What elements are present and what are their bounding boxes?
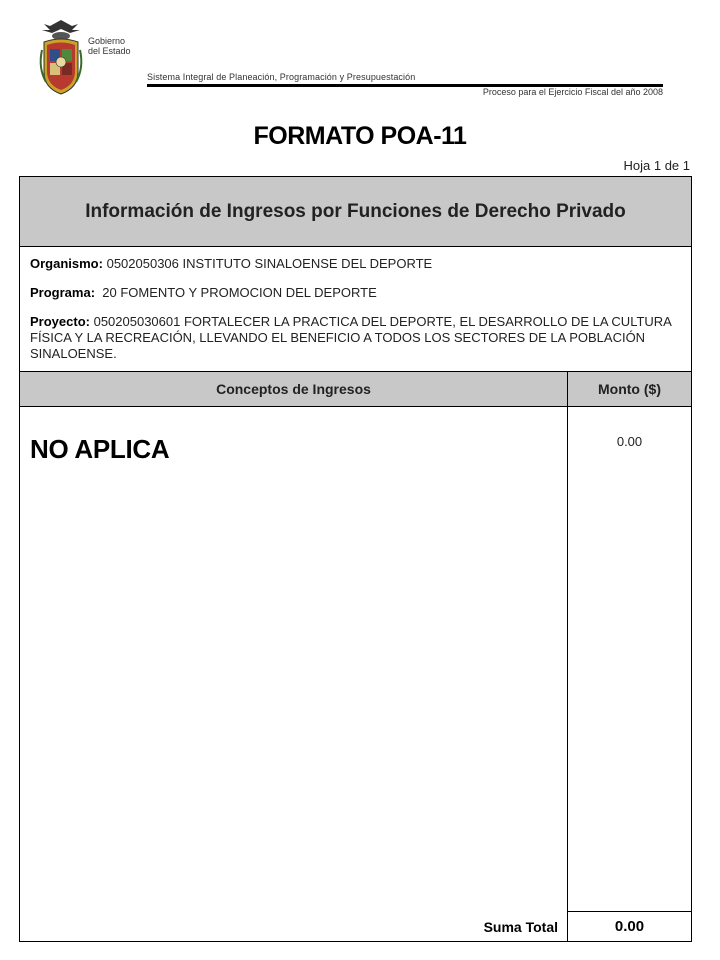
programa-line [30, 285, 685, 301]
table-row-concept: NO APLICA [30, 434, 170, 464]
sheet-number: Hoja 1 de 1 [623, 158, 690, 173]
programa-label: Programa: [30, 285, 96, 300]
system-name: Sistema Integral de Planeación, Programación y Presupuestación [147, 72, 416, 82]
total-label: Suma Total [483, 919, 558, 935]
document-title: FORMATO POA-11 [253, 122, 467, 150]
government-label [88, 36, 131, 56]
organismo-value: 0502050306 INSTITUTO SINALOENSE DEL DEPORTE [106, 256, 433, 271]
state-emblem-icon [36, 16, 86, 98]
organismo-line [30, 256, 685, 272]
proyecto-line [30, 314, 685, 362]
total-value: 0.00 [614, 918, 645, 935]
government-line-2: del Estado [88, 46, 131, 56]
fiscal-process: Proceso para el Ejercicio Fiscal del año 2008 [482, 87, 663, 97]
column-header-concept: Conceptos de Ingresos [216, 381, 371, 397]
proyecto-label: Proyecto: [30, 314, 90, 329]
section-title: Información de Ingresos por Funciones de Derecho Privado [20, 177, 691, 247]
column-divider [567, 371, 568, 941]
government-line-1: Gobierno [88, 36, 126, 46]
programa-value: 20 FOMENTO Y PROMOCION DEL DEPORTE [102, 285, 377, 300]
column-header-amount: Monto ($) [598, 381, 661, 397]
table-row-amount: 0.00 [616, 434, 643, 449]
proyecto-value: 050205030601 FORTALECER LA PRACTICA DEL DEPORTE, EL DESARROLLO DE LA CULTURA FÍSICA Y LA RECREACIÓN, LLEVANDO EL BENEFICIO A TODOS LOS SECTORES DE LA POBLACIÓN SINALOENSE. [30, 314, 672, 361]
organismo-label: Organismo: [30, 256, 103, 271]
